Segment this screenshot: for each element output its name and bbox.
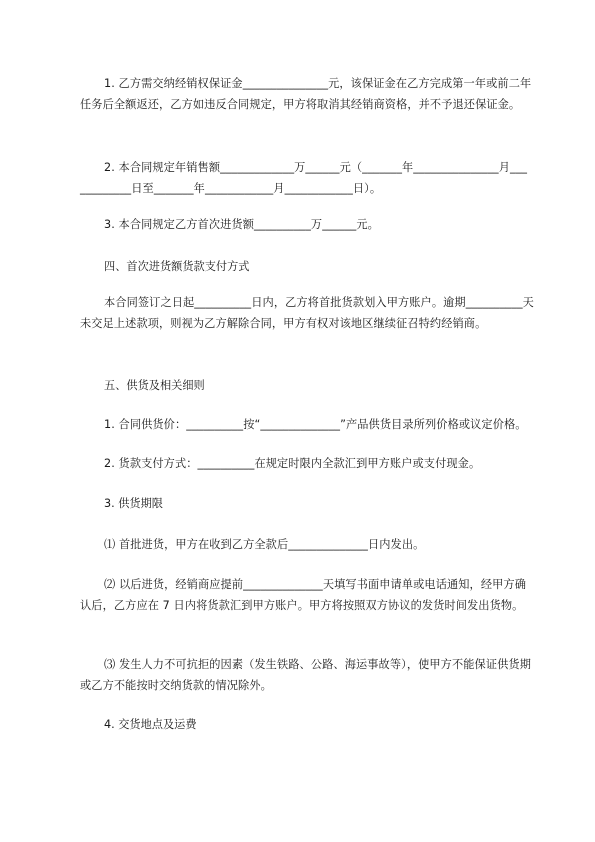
clause-payment-deadline: 本合同签订之日起__________日内，乙方将首批货款划入甲方账户。逾期__________天未交足上述款项，则视为乙方解除合同，甲方有权对该地区继续征召特约经销商。 [80,296,534,330]
section-heading-4: 四、首次进货额货款支付方式 [104,260,250,273]
clause-first-purchase: 3. 本合同规定乙方首次进货额__________万______元。 [104,218,379,231]
clause-payment-method: 2. 货款支付方式：__________在规定时限内全款汇到甲方账户或支付现金。 [104,457,481,470]
clause-annual-sales: 2. 本合同规定年销售额_____________万______元（_______年_______________月____________日至_______年____________月____________日）。 [80,161,528,195]
clause-supply-price: 1. 合同供货价：__________按“______________”产品供货目录所列价格或议定价格。 [104,418,527,431]
clause-deposit: 1. 乙方需交纳经销权保证金_______________元，该保证金在乙方完成第一年或前二年任务后全额返还，乙方如违反合同规定，甲方将取消其经销商资格，并不予退还保证金。 [80,77,532,111]
subheading-delivery: 4. 交货地点及运费 [104,718,197,731]
item-force-majeure: ⑶ 发生人力不可抗拒的因素（发生铁路、公路、海运事故等），使甲方不能保证供货期或乙方不能按时交纳货款的情况除外。 [80,658,531,692]
subheading-supply-period: 3. 供货期限 [104,497,163,510]
item-first-batch: ⑴ 首批进货，甲方在收到乙方全款后______________日内发出。 [104,538,425,551]
item-later-purchases: ⑵ 以后进货，经销商应提前______________天填写书面申请单或电话通知，经甲方确认后，乙方应在 7 日内将货款汇到甲方账户。甲方将按照双方协议的发货时间发出货物。 [80,578,526,612]
section-heading-5: 五、供货及相关细则 [104,379,205,392]
